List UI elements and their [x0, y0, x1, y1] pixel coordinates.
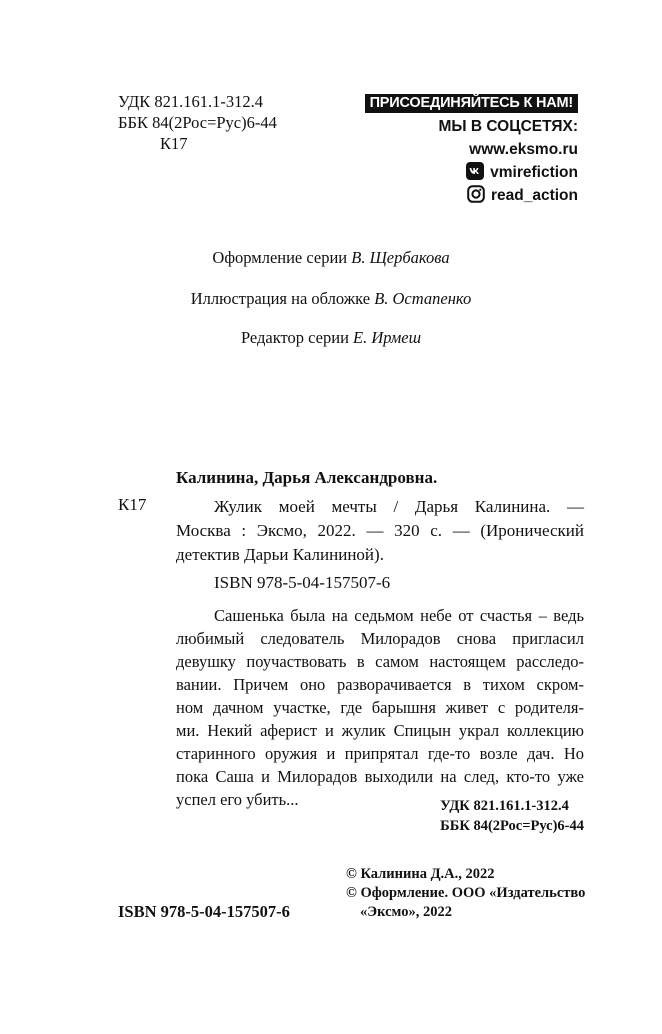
bibliographic-description [176, 495, 584, 567]
social-subtitle: МЫ В СОЦСЕТЯХ: [438, 118, 578, 135]
copyright-design-cont: «Эксмо», 2022 [360, 904, 452, 920]
annotation-line: старинного оружия и припрятал где-то возле дач. Но [176, 744, 584, 763]
copyright-author: © Калинина Д.А., 2022 [346, 866, 495, 882]
classification-block [440, 796, 584, 836]
bbk-code: ББК 84(2Рос=Рус)6-44 [118, 113, 277, 132]
vk-link[interactable] [365, 161, 578, 184]
credit-name: В. Щербакова [351, 248, 450, 267]
instagram-icon [467, 185, 485, 203]
author-mark-k17: К17 [118, 495, 147, 514]
annotation-line: успел его убить... [176, 790, 299, 809]
udk-code: УДК 821.161.1-312.4 [118, 92, 264, 111]
annotation-line: девушку поучаствовать в самом настоящем расследо- [176, 652, 584, 671]
annotation [176, 604, 584, 811]
credit-name: В. Остапенко [374, 289, 472, 308]
bbk-code-bottom: ББК 84(2Рос=Рус)6-44 [440, 818, 584, 834]
credit-design [0, 248, 662, 268]
vk-handle: vmirefiction [490, 164, 578, 181]
vk-icon [466, 162, 484, 180]
annotation-line: Сашенька была на седьмом небе от счастья – ведь [214, 606, 584, 625]
biblio-line: Москва : Эксмо, 2022. — 320 с. — (Иронический [176, 521, 584, 540]
annotation-line: ном дачном участке, где барышня живет с родителя- [176, 698, 584, 717]
isbn-bottom: ISBN 978-5-04-157507-6 [118, 902, 290, 921]
annotation-line: пока Саша и Милорадов выходили на след, кто-то уже [176, 767, 584, 786]
udk-code-bottom: УДК 821.161.1-312.4 [440, 798, 569, 814]
join-banner: ПРИСОЕДИНЯЙТЕСЬ К НАМ! [365, 94, 578, 113]
credit-name: Е. Ирмеш [353, 328, 422, 347]
instagram-link[interactable] [365, 184, 578, 207]
credit-illustration [0, 289, 662, 309]
website-link[interactable]: www.eksmo.ru [469, 141, 578, 158]
author-heading: Калинина, Дарья Александровна. [176, 468, 438, 487]
biblio-line: Жулик моей мечты / Дарья Калинина. — [214, 497, 584, 516]
annotation-line: ми. Некий аферист и жулик Спицын украл коллекцию [176, 721, 584, 740]
credit-editor [0, 328, 662, 348]
copyright-block [346, 865, 585, 922]
credit-role: Редактор серии [240, 328, 349, 347]
credit-role: Иллюстрация на обложке [190, 289, 371, 308]
header-classification [118, 91, 277, 154]
copyright-design: © Оформление. ООО «Издательство [346, 885, 586, 901]
biblio-line: детектив Дарьи Калининой). [176, 545, 384, 564]
annotation-line: вании. Причем оно разворачивается в тихом скром- [176, 675, 584, 694]
social-block [365, 94, 578, 207]
author-mark: К17 [160, 134, 188, 153]
credit-role: Оформление серии [212, 248, 348, 267]
annotation-line: любимый следователь Милорадов снова пригласил [176, 629, 584, 648]
instagram-handle: read_action [490, 187, 578, 204]
isbn-record: ISBN 978-5-04-157507-6 [214, 573, 391, 592]
